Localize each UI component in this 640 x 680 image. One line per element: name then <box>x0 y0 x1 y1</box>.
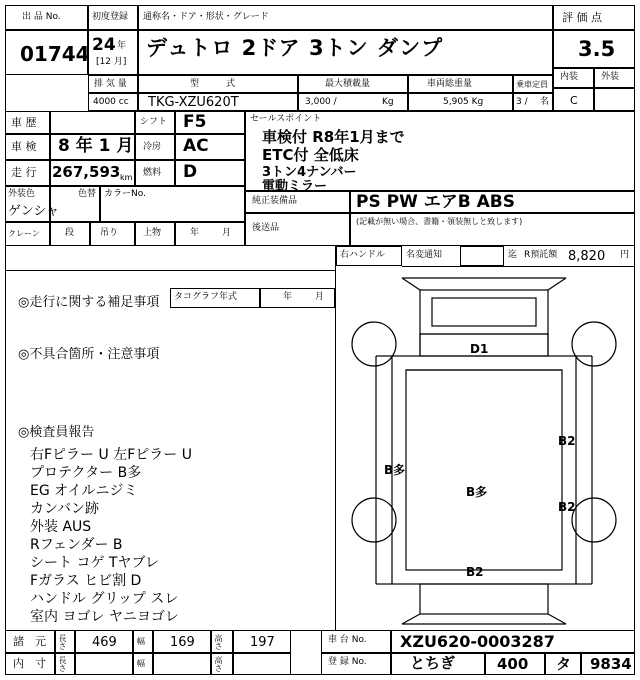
tacho-month: 月 <box>315 292 325 302</box>
reg-kana: タ <box>556 655 572 673</box>
sales-point-title: セールスポイント <box>250 114 322 124</box>
inspector-line-1: プロテクター B多 <box>30 465 142 481</box>
diagram-mark-3: B多 <box>466 485 488 499</box>
reg-region: とちぎ <box>410 654 456 672</box>
ac-label: 冷房 <box>143 142 162 152</box>
sales-point-line-3: 電動ミラー <box>262 179 328 194</box>
inspector-line-9: 室内 ヨゴレ ヤニヨゴレ <box>30 609 179 625</box>
exterior-color-value: ゲンシャ <box>8 204 60 219</box>
width-label: 幅 <box>137 637 145 646</box>
dimension-label: 諸 元 <box>13 635 46 648</box>
crane-label: クレーン <box>8 229 40 238</box>
inner-width-value-cell <box>153 653 211 675</box>
ac-value: AC <box>183 136 209 156</box>
after-note: (記載が無い場合、書籍・領装無しと致します) <box>356 217 523 226</box>
body-date-cell <box>175 222 245 246</box>
exterior-color-label: 外装色 <box>8 189 36 199</box>
diagram-mark-2: B多 <box>384 463 406 477</box>
displacement-label: 排 気 量 <box>94 79 127 89</box>
capacity-unit: 名 <box>540 97 550 107</box>
rating-label: 評 価 点 <box>562 11 602 24</box>
inspector-line-3: カンバン跡 <box>30 501 100 517</box>
deposit-unit: 円 <box>620 250 630 260</box>
reg-number: 9834 <box>590 655 632 673</box>
inner-width-label: 幅 <box>137 659 145 668</box>
inspector-line-4: 外装 AUS <box>30 519 92 535</box>
inner-length-label: 長さ <box>58 656 67 672</box>
exterior-label: 外装 <box>601 72 620 82</box>
height-value: 197 <box>250 635 275 650</box>
inspector-title: ◎検査員報告 <box>18 425 95 440</box>
shift-label: シフト <box>140 117 168 127</box>
gross-label: 車両総重量 <box>427 79 473 89</box>
inspector-line-0: 右Fピラー U 左Fピラー U <box>30 447 192 463</box>
body-month-label: 月 <box>222 228 232 238</box>
equip-label: 純正装備品 <box>252 196 298 206</box>
fuel-value: D <box>183 162 198 182</box>
step-label: 段 <box>65 228 75 238</box>
fuel-label: 燃料 <box>143 168 162 178</box>
diagram-mark-0: D1 <box>470 342 489 356</box>
diagram-mark-5: B2 <box>466 565 484 579</box>
lift-label: 吊り <box>100 228 119 238</box>
name-change-value-cell[interactable] <box>460 246 504 266</box>
length-value: 469 <box>92 635 117 650</box>
color-no-label: カラーNo. <box>104 189 146 199</box>
name-change-label: 名変通知 <box>406 250 443 260</box>
lot-label: 出 品 No. <box>22 12 61 22</box>
sales-point-line-0: 車検付 R8年1月まで <box>262 128 405 146</box>
inner-length-value-cell <box>75 653 133 675</box>
deposit-label: R預託額 <box>524 250 558 260</box>
reg-class: 400 <box>497 655 529 673</box>
until-label: 迄 <box>508 250 518 260</box>
defect-notes-title: ◎不具合箇所・注意事項 <box>18 347 160 362</box>
handle-label: 右ハンドル <box>340 250 386 260</box>
gross-value: 5,905 Kg <box>443 97 484 107</box>
reg-label: 登 録 No. <box>328 657 367 667</box>
deposit-value: 8,820 <box>568 249 606 264</box>
lot-number: 01744 <box>20 42 90 66</box>
inspector-line-6: シート コゲ Tヤブレ <box>30 555 159 571</box>
interior-value: C <box>570 94 578 107</box>
maxload-label: 最大積載量 <box>325 79 371 89</box>
mileage-unit: km <box>120 173 133 182</box>
mileage-label: 走 行 <box>11 166 37 179</box>
first-reg-year: 24 <box>92 35 116 55</box>
first-reg-month: [12 月] <box>96 57 127 67</box>
mileage-value: 267,593 <box>52 163 121 181</box>
displacement-value: 4000 cc <box>93 97 129 107</box>
rating-value: 3.5 <box>578 37 616 61</box>
history-label: 車 歴 <box>11 116 37 129</box>
maxload-value: 3,000 / <box>305 97 337 107</box>
after-label: 後送品 <box>252 223 280 233</box>
first-reg-year-unit: 年 <box>117 41 127 51</box>
handle-row-underline <box>402 266 635 267</box>
color-change-label: 色替 <box>78 189 97 199</box>
length-label: 長さ <box>58 634 67 650</box>
notes-separator <box>5 270 335 271</box>
height-label: 高さ <box>214 634 223 650</box>
driving-notes-title: ◎走行に関する補足事項 <box>18 295 160 310</box>
body-label: 上物 <box>143 228 162 238</box>
equip-value: PS PW エアB ABS <box>356 192 515 212</box>
tacho-year: 年 <box>283 292 293 302</box>
inspection-value: 8 年 1 月 <box>58 136 134 156</box>
capacity-value: 3 / <box>516 97 528 107</box>
width-value: 169 <box>170 635 195 650</box>
chassis-value: XZU620-0003287 <box>400 632 555 651</box>
model-name: デュトロ 2ドア 3トン ダンプ <box>146 36 444 60</box>
vehicle-diagram <box>336 272 635 630</box>
body-year-label: 年 <box>190 228 200 238</box>
diagram-mark-4: B2 <box>558 500 576 514</box>
maxload-unit: Kg <box>382 97 394 107</box>
history-value-cell <box>50 111 135 134</box>
sales-point-line-1: ETC付 全低床 <box>262 146 359 164</box>
type-label: 型 式 <box>190 79 236 89</box>
capacity-label: 乗車定員 <box>516 80 548 89</box>
chassis-label: 車 台 No. <box>328 635 367 645</box>
tacho-label: タコグラフ年式 <box>174 292 238 302</box>
inner-height-label: 高さ <box>214 656 223 672</box>
first-reg-label: 初度登録 <box>92 12 129 22</box>
sales-point-line-2: 3トン4ナンバー <box>262 165 357 180</box>
inspector-line-5: Rフェンダー B <box>30 537 123 553</box>
diagram-mark-1: B2 <box>558 434 576 448</box>
exterior-value-cell <box>594 88 635 111</box>
inspector-line-2: EG オイルニジミ <box>30 483 138 499</box>
inspector-line-8: ハンドル グリップ スレ <box>30 591 179 607</box>
inner-height-value-cell <box>233 653 291 675</box>
type-value: TKG-XZU620T <box>148 95 239 110</box>
inspector-line-7: Fガラス ヒビ割 D <box>30 573 142 589</box>
interior-label: 内装 <box>560 72 579 82</box>
model-label: 通称名・ドア・形状・グレード <box>143 12 269 22</box>
inspection-label: 車 検 <box>11 140 37 153</box>
size-label: 内 寸 <box>13 657 46 670</box>
shift-value: F5 <box>183 112 207 132</box>
